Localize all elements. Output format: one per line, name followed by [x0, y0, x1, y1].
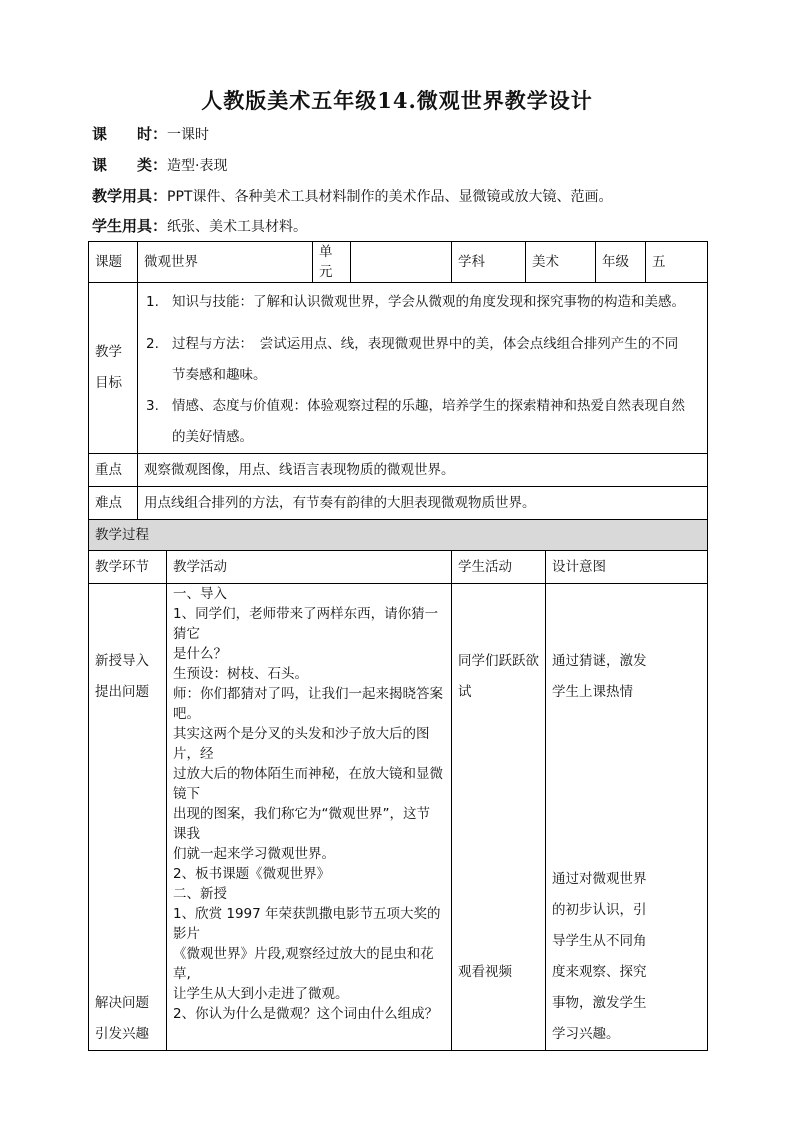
goal-line: 过程与方法： 尝试运用点、线，表现微观世界中的美，体会点线组合排列产生的不同 [172, 336, 679, 352]
stage-line: 新授导入 [95, 653, 149, 669]
stage-stack [89, 584, 166, 1050]
activity-cell [167, 584, 452, 1051]
activity-line: 2、你认为什么是微观？这个词由什么组成？ [173, 1006, 439, 1022]
table-row-process-body [89, 584, 708, 1051]
meta-value: 一课时 [167, 127, 210, 143]
difficulty-text: 用点线组合排列的方法，有节奏有韵律的大胆表现微观物质世界。 [138, 487, 708, 520]
student-line: 同学们跃跃欲 [458, 653, 539, 669]
meta-class-hours [92, 124, 209, 145]
activity-line: 二、新授 [173, 886, 227, 902]
meta-class-type [92, 155, 227, 176]
stage-cell [89, 584, 167, 1051]
table-row-difficulty [89, 487, 708, 520]
meta-label: 教学用具： [92, 187, 168, 205]
intent-line: 学生上课热情 [552, 684, 633, 700]
intent-line: 导学生从不同角 [552, 933, 647, 949]
col-header-activity: 教学活动 [167, 551, 452, 584]
student-activity-1 [458, 646, 539, 708]
activity-line: 师：你们都猜对了吗，让我们一起来揭晓答案吧。 [173, 686, 443, 722]
intent-line: 通过猜谜，激发 [552, 653, 647, 669]
student-line: 观看视频 [458, 964, 512, 980]
goals-label [89, 283, 138, 454]
activity-line: 1、同学们，老师带来了两样东西，请你猜一猜它 [173, 606, 439, 642]
table-row-process-headers [89, 551, 708, 584]
activity-line: 其实这两个是分叉的头发和沙子放大后的图片，经 [173, 726, 430, 762]
student-stack [452, 584, 545, 1050]
goal-line: 情感、态度与价值观：体验观察过程的乐趣，培养学生的探索精神和热爱自然表现自然 [172, 398, 685, 414]
activity-line: 1、欣赏 1997 年荣获凯撒电影节五项大奖的影片 [173, 906, 441, 942]
goal-line: 知识与技能：了解和认识微观世界，学会从微观的角度发现和探究事物的构造和美感。 [172, 294, 685, 310]
table-row-topic [89, 242, 708, 283]
stage-intro [95, 646, 160, 708]
intent-1 [552, 646, 701, 708]
intent-line: 的初步认识，引 [552, 902, 647, 918]
goal-item [144, 287, 701, 318]
meta-teaching-tools [92, 186, 612, 207]
stage-line: 解决问题 [95, 995, 149, 1011]
goal-line: 的美好情感。 [172, 429, 253, 445]
document-title: 人教版美术五年级14.微观世界教学设计 [201, 88, 593, 113]
stage-line: 引发兴趣 [95, 1026, 149, 1042]
table-row-goals [89, 283, 708, 454]
col-header-intent: 设计意图 [546, 551, 708, 584]
goal-number: 2. [146, 336, 159, 352]
subject-label: 学科 [452, 242, 526, 283]
activity-line: 是什么？ [173, 646, 227, 662]
goal-line: 节奏感和趣味。 [172, 367, 267, 383]
student-activity-cell [452, 584, 546, 1051]
process-heading: 教学过程 [89, 520, 708, 551]
lesson-plan-table [88, 241, 708, 1051]
activity-line: 一、导入 [173, 586, 227, 602]
meta-label: 课 类： [92, 156, 168, 174]
activity-line: 《微观世界》片段,观察经过放大的昆虫和花草, [173, 946, 434, 982]
goal-text [172, 391, 701, 453]
goals-label-line: 目标 [95, 375, 122, 391]
goal-number: 1. [146, 294, 159, 310]
goal-text [172, 287, 701, 318]
intent-cell [546, 584, 708, 1051]
topic-value: 微观世界 [138, 242, 313, 283]
table-row-key-point [89, 454, 708, 487]
intent-line: 学习兴趣。 [552, 1026, 620, 1042]
meta-value: 纸张、美术工具材料。 [167, 219, 308, 235]
difficulty-label: 难点 [89, 487, 138, 520]
intent-stack [546, 584, 707, 1050]
activity-line: 出现的图案，我们称它为“微观世界”，这节课我 [173, 806, 430, 842]
meta-label: 课 时： [92, 125, 168, 143]
activity-line: 让学生从大到小走进了微观。 [173, 986, 349, 1002]
intent-line: 度来观察、探究 [552, 964, 647, 980]
col-header-stage: 教学环节 [89, 551, 167, 584]
key-point-text: 观察微观图像，用点、线语言表现物质的微观世界。 [138, 454, 708, 487]
student-line: 试 [458, 684, 472, 700]
meta-label: 学生用具： [92, 217, 168, 235]
grade-label: 年级 [596, 242, 646, 283]
goals-content [138, 283, 708, 454]
activity-line: 过放大后的物体陌生而神秘，在放大镜和显微镜下 [173, 766, 443, 802]
intent-line: 事物，激发学生 [552, 995, 647, 1011]
activity-line: 生预设：树枝、石头。 [173, 666, 308, 682]
topic-label: 课题 [89, 242, 138, 283]
goals-label-line: 教学 [95, 344, 122, 360]
activity-line: 们就一起来学习微观世界。 [173, 846, 335, 862]
key-point-label: 重点 [89, 454, 138, 487]
goal-item [144, 329, 701, 391]
unit-value [351, 242, 452, 283]
grade-value: 五 [646, 242, 708, 283]
table-row-process-heading [89, 520, 708, 551]
col-header-student: 学生活动 [452, 551, 546, 584]
activity-line: 2、板书课题《微观世界》 [173, 866, 331, 882]
meta-student-tools [92, 216, 307, 237]
stage-solve [95, 988, 160, 1050]
goal-number: 3. [146, 398, 159, 414]
stage-line: 提出问题 [95, 684, 149, 700]
student-activity-2 [458, 957, 539, 988]
intent-2 [552, 864, 701, 1050]
goal-text [172, 329, 701, 391]
meta-value: PPT课件、各种美术工具材料制作的美术作品、显微镜或放大镜、范画。 [167, 189, 613, 205]
subject-value: 美术 [526, 242, 596, 283]
meta-value: 造型·表现 [167, 158, 228, 174]
goal-item [144, 391, 701, 453]
intent-line: 通过对微观世界 [552, 871, 647, 887]
unit-label: 单元 [313, 242, 351, 283]
